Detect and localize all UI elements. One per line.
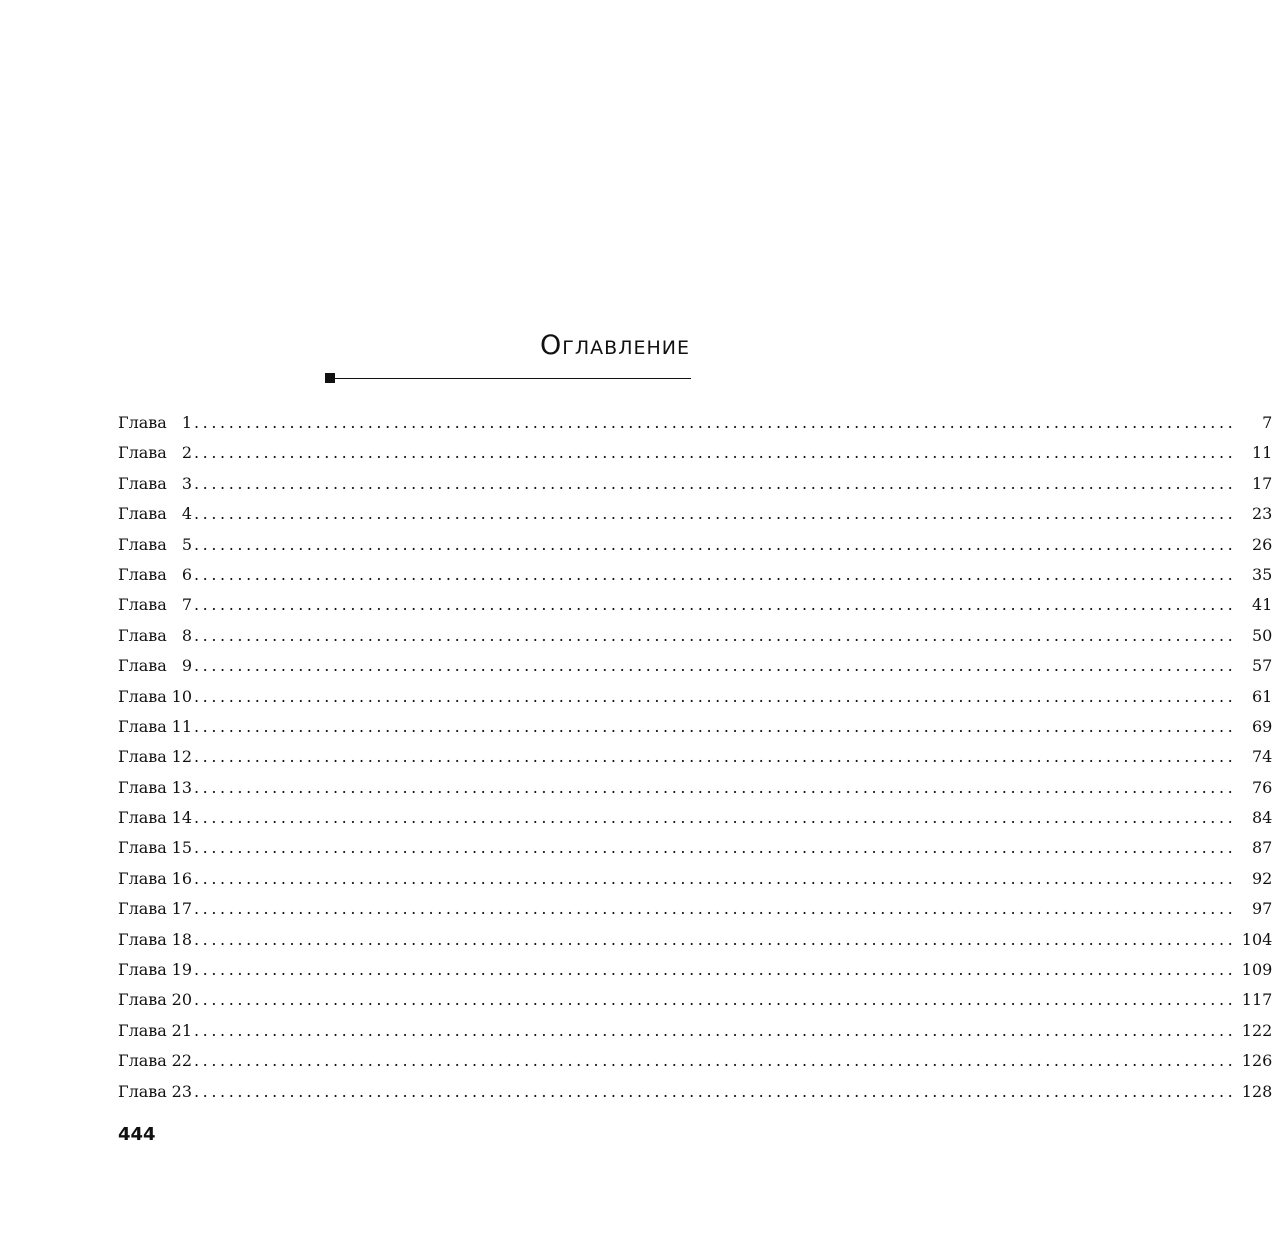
toc-entry-page: 122 — [1241, 1020, 1272, 1040]
toc-entry-word: Глава — [118, 960, 167, 980]
dot-leader: ........................................................................................................................ — [194, 990, 1237, 1010]
toc-entry-label — [118, 682, 192, 712]
toc-entry-page: 11 — [1251, 443, 1272, 463]
toc-entry-number: 20 — [171, 990, 192, 1010]
dot-leader: ........................................................................................................................ — [194, 504, 1237, 524]
toc-entry-word: Глава — [118, 595, 167, 615]
toc-entry-number: 4 — [181, 504, 192, 524]
page-title: Оглавление — [540, 330, 690, 361]
toc-entry-number: 6 — [181, 564, 192, 584]
toc-entry-page: 26 — [1251, 534, 1272, 554]
toc-entry-number: 10 — [171, 686, 192, 706]
dot-leader: ........................................................................................................................ — [194, 686, 1237, 706]
toc-entry-word: Глава — [118, 808, 167, 828]
dot-leader: ........................................................................................................................ — [194, 595, 1237, 615]
toc-entry — [118, 438, 1272, 468]
toc-entry-word: Глава — [118, 777, 167, 797]
dot-leader: ........................................................................................................................ — [194, 564, 1237, 584]
toc-entry-label — [118, 499, 192, 529]
toc-entry — [118, 985, 1272, 1015]
toc-entry-label — [118, 1016, 192, 1046]
toc-entry-number: 19 — [171, 960, 192, 980]
toc-entry-number: 21 — [171, 1020, 192, 1040]
toc-entry-word: Глава — [118, 747, 167, 767]
toc-entry — [118, 712, 1272, 742]
toc-entry-number: 9 — [181, 656, 192, 676]
toc-entry-word: Глава — [118, 656, 167, 676]
dot-leader: ........................................................................................................................ — [194, 777, 1237, 797]
toc-entry-number: 15 — [171, 838, 192, 858]
toc-entry-word: Глава — [118, 564, 167, 584]
toc-entry-page: 104 — [1241, 929, 1272, 949]
toc-entry-number: 3 — [181, 473, 192, 493]
toc-entry-page: 7 — [1262, 413, 1272, 432]
dot-leader: ........................................................................................................................ — [194, 899, 1237, 919]
toc-entry-page: 57 — [1251, 656, 1272, 676]
dot-leader: ........................................................................................................................ — [194, 625, 1237, 645]
toc-entry-page: 35 — [1251, 564, 1272, 584]
toc-entry-label — [118, 621, 192, 651]
toc-entry-word: Глава — [118, 929, 167, 949]
toc-entry — [118, 864, 1272, 894]
dot-leader: ........................................................................................................................ — [194, 443, 1237, 463]
toc-entry-label — [118, 408, 192, 438]
toc-entry-label — [118, 560, 192, 590]
toc-entry — [118, 955, 1272, 985]
toc-entry-label — [118, 985, 192, 1015]
toc-entry-label — [118, 773, 192, 803]
toc-entry-label — [118, 712, 192, 742]
toc-entry — [118, 682, 1272, 712]
toc-entry-page: 126 — [1241, 1051, 1272, 1071]
toc-entry-word: Глава — [118, 838, 167, 858]
toc-entry-label — [118, 469, 192, 499]
toc-entry-page: 41 — [1251, 595, 1272, 615]
toc-entry-number: 18 — [171, 929, 192, 949]
toc-entry-word: Глава — [118, 899, 167, 919]
toc-entry — [118, 651, 1272, 681]
toc-entry-number: 11 — [171, 716, 192, 736]
toc-entry-word: Глава — [118, 534, 167, 554]
toc-entry — [118, 833, 1272, 863]
toc-entry-page: 117 — [1241, 990, 1272, 1010]
toc-entry-label — [118, 438, 192, 468]
toc-entry-number: 2 — [181, 443, 192, 463]
toc-entry — [118, 894, 1272, 924]
toc-entry-page: 17 — [1251, 473, 1272, 493]
toc-entry-word: Глава — [118, 990, 167, 1010]
title-rule — [325, 373, 691, 383]
toc-entry-number: 7 — [181, 595, 192, 615]
dot-leader: ........................................................................................................................ — [194, 868, 1237, 888]
dot-leader: ........................................................................................................................ — [194, 716, 1237, 736]
toc-entry — [118, 1046, 1272, 1076]
toc-entry-number: 12 — [171, 747, 192, 767]
toc-entry — [118, 469, 1272, 499]
toc-entry-word: Глава — [118, 1020, 167, 1040]
toc-entry-label — [118, 1046, 192, 1076]
toc-entry-page: 74 — [1251, 747, 1272, 767]
toc-entry-label — [118, 955, 192, 985]
table-of-contents — [118, 408, 1272, 1107]
toc-entry — [118, 1016, 1272, 1046]
toc-entry-label — [118, 803, 192, 833]
dot-leader: ........................................................................................................................ — [194, 929, 1237, 949]
toc-entry-word: Глава — [118, 504, 167, 524]
toc-entry — [118, 499, 1272, 529]
dot-leader: ........................................................................................................................ — [194, 1051, 1237, 1071]
toc-entry-label — [118, 742, 192, 772]
dot-leader: ........................................................................................................................ — [194, 413, 1237, 432]
toc-entry-page: 23 — [1251, 504, 1272, 524]
page-number: 444 — [118, 1124, 156, 1145]
dot-leader: ........................................................................................................................ — [194, 838, 1237, 858]
toc-entry — [118, 621, 1272, 651]
toc-entry — [118, 560, 1272, 590]
toc-entry — [118, 742, 1272, 772]
toc-entry-page: 92 — [1251, 868, 1272, 888]
toc-entry-word: Глава — [118, 716, 167, 736]
toc-entry-page: 128 — [1241, 1081, 1272, 1101]
toc-entry — [118, 408, 1272, 438]
toc-entry-number: 14 — [171, 808, 192, 828]
toc-entry-label — [118, 833, 192, 863]
toc-entry — [118, 590, 1272, 620]
toc-entry-page: 109 — [1241, 960, 1272, 980]
toc-entry-page: 76 — [1251, 777, 1272, 797]
toc-entry — [118, 530, 1272, 560]
toc-entry-label — [118, 864, 192, 894]
rule-line — [335, 378, 691, 379]
toc-entry-word: Глава — [118, 686, 167, 706]
toc-entry-label — [118, 1077, 192, 1107]
toc-entry-word: Глава — [118, 413, 167, 432]
toc-entry-page: 50 — [1251, 625, 1272, 645]
dot-leader: ........................................................................................................................ — [194, 960, 1237, 980]
toc-entry-number: 22 — [171, 1051, 192, 1071]
dot-leader: ........................................................................................................................ — [194, 534, 1237, 554]
toc-entry-word: Глава — [118, 625, 167, 645]
toc-entry-number: 17 — [171, 899, 192, 919]
toc-entry-label — [118, 651, 192, 681]
toc-entry — [118, 925, 1272, 955]
toc-entry-page: 69 — [1251, 716, 1272, 736]
toc-entry-number: 23 — [171, 1081, 192, 1101]
toc-entry — [118, 773, 1272, 803]
toc-entry-page: 84 — [1251, 808, 1272, 828]
toc-entry — [118, 1077, 1272, 1107]
toc-entry-page: 87 — [1251, 838, 1272, 858]
toc-entry-word: Глава — [118, 1051, 167, 1071]
toc-entry-number: 16 — [171, 868, 192, 888]
toc-entry-word: Глава — [118, 443, 167, 463]
toc-entry — [118, 803, 1272, 833]
dot-leader: ........................................................................................................................ — [194, 473, 1237, 493]
toc-entry-label — [118, 530, 192, 560]
toc-entry-label — [118, 925, 192, 955]
dot-leader: ........................................................................................................................ — [194, 656, 1237, 676]
dot-leader: ........................................................................................................................ — [194, 747, 1237, 767]
toc-entry-word: Глава — [118, 473, 167, 493]
dot-leader: ........................................................................................................................ — [194, 1081, 1237, 1101]
toc-entry-number: 13 — [171, 777, 192, 797]
toc-entry-label — [118, 590, 192, 620]
toc-entry-word: Глава — [118, 868, 167, 888]
toc-entry-number: 5 — [181, 534, 192, 554]
toc-entry-word: Глава — [118, 1081, 167, 1101]
toc-entry-number: 8 — [181, 625, 192, 645]
rule-square-marker — [325, 373, 335, 383]
dot-leader: ........................................................................................................................ — [194, 808, 1237, 828]
toc-entry-page: 97 — [1251, 899, 1272, 919]
toc-entry-label — [118, 894, 192, 924]
toc-entry-page: 61 — [1251, 686, 1272, 706]
dot-leader: ........................................................................................................................ — [194, 1020, 1237, 1040]
toc-entry-number: 1 — [181, 413, 192, 432]
